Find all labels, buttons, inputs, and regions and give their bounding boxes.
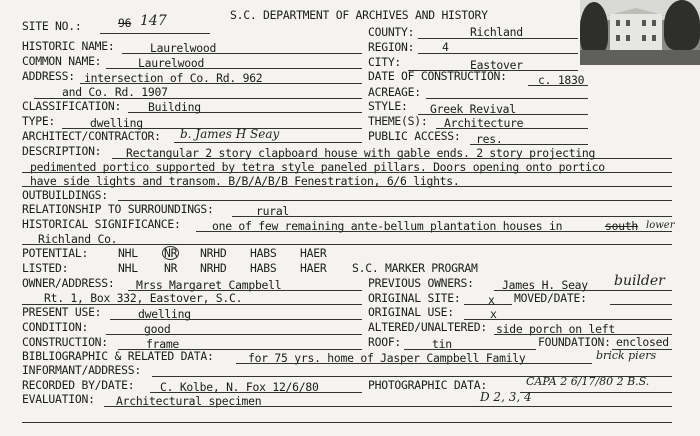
common-name-label: COMMON NAME:	[22, 54, 102, 68]
construction-value: frame	[146, 337, 180, 351]
potential-nhl: NHL	[118, 246, 138, 260]
potential-label: POTENTIAL:	[22, 246, 89, 260]
description-line-2: pedimented portico supported by tetra style paneled pillars. Doors opening onto portico	[30, 160, 605, 174]
original-use-value: x	[490, 307, 497, 321]
site-no-label: SITE NO.:	[22, 19, 82, 33]
site-no-value: 147	[140, 13, 167, 29]
listed-label: LISTED:	[22, 261, 69, 275]
historic-name-value: Laurelwood	[150, 41, 217, 55]
marker-program: S.C. MARKER PROGRAM	[352, 261, 478, 275]
style-value: Greek Revival	[430, 102, 516, 116]
address-label: ADDRESS:	[22, 69, 75, 83]
photographic-handwritten-2: D 2, 3, 4	[480, 390, 532, 404]
prev-owners-handwritten: builder	[614, 273, 665, 289]
type-label: TYPE:	[22, 114, 56, 128]
architect-value: b. James H Seay	[180, 127, 280, 141]
historic-name-label: HISTORIC NAME:	[22, 39, 115, 53]
bibliographic-value: for 75 yrs. home of Jasper Campbell Family	[248, 351, 526, 365]
listed-habs: HABS	[250, 261, 277, 275]
evaluation-label: EVALUATION:	[22, 392, 95, 406]
description-line-1: Rectangular 2 story clapboard house with gable ends. 2 story projecting	[126, 146, 596, 160]
public-access-value: res.	[476, 132, 503, 146]
prev-owners-value: James H. Seay	[502, 278, 588, 292]
owner-label: OWNER/ADDRESS:	[22, 276, 115, 290]
theme-label: THEME(S):	[368, 114, 428, 128]
recorded-label: RECORDED BY/DATE:	[22, 378, 135, 392]
potential-habs: HABS	[250, 246, 277, 260]
date-value: c. 1830	[538, 73, 585, 87]
original-use-label: ORIGINAL USE:	[368, 305, 454, 319]
classification-value: Building	[148, 100, 201, 114]
potential-nr-circled: NR	[164, 246, 178, 260]
style-label: STYLE:	[368, 99, 408, 113]
address-line-1: intersection of Co. Rd. 962	[84, 71, 263, 85]
site-no-struck: 96	[118, 16, 132, 30]
listed-haer: HAER	[300, 261, 327, 275]
classification-label: CLASSIFICATION:	[22, 99, 122, 113]
significance-handwritten: lower	[646, 220, 675, 231]
present-use-value: dwelling	[138, 307, 191, 321]
house-photo	[580, 0, 700, 65]
original-site-value: x	[488, 293, 495, 307]
roof-value: tin	[432, 337, 452, 351]
photographic-label: PHOTOGRAPHIC DATA:	[368, 378, 487, 392]
condition-label: CONDITION:	[22, 320, 89, 334]
informant-label: INFORMANT/ADDRESS:	[22, 363, 141, 377]
owner-line-2: Rt. 1, Box 332, Eastover, S.C.	[44, 291, 243, 305]
description-line-3: have side lights and transom. B/B/A/B/B Fenestration, 6/6 lights.	[30, 174, 460, 188]
county-value: Richland	[470, 25, 523, 39]
condition-value: good	[144, 322, 171, 336]
outbuildings-label: OUTBUILDINGS:	[22, 188, 108, 202]
roof-label: ROOF:	[368, 335, 402, 349]
date-label: DATE OF CONSTRUCTION:	[368, 69, 507, 83]
potential-nrhd: NRHD	[200, 246, 227, 260]
county-label: COUNTY:	[368, 25, 415, 39]
foundation-value: enclosed	[616, 335, 669, 349]
architect-label: ARCHITECT/CONTRACTOR:	[22, 129, 161, 143]
significance-struck: south	[605, 219, 639, 233]
foundation-handwritten: brick piers	[596, 349, 657, 362]
moved-date-label: MOVED/DATE:	[514, 291, 587, 305]
owner-line-1: Mrss Margaret Campbell	[136, 278, 282, 292]
construction-label: CONSTRUCTION:	[22, 335, 108, 349]
altered-value: side porch on left	[496, 322, 615, 336]
acreage-label: ACREAGE:	[368, 85, 421, 99]
common-name-value: Laurelwood	[138, 56, 205, 70]
bibliographic-label: BIBLIOGRAPHIC & RELATED DATA:	[22, 349, 214, 363]
original-site-label: ORIGINAL SITE:	[368, 291, 461, 305]
potential-haer: HAER	[300, 246, 327, 260]
photographic-handwritten-1: CAPA 2 6/17/80 2 B.S.	[526, 375, 650, 388]
listed-nhl: NHL	[118, 261, 138, 275]
foundation-label: FOUNDATION:	[538, 335, 611, 349]
present-use-label: PRESENT USE:	[22, 305, 102, 319]
recorded-value: C. Kolbe, N. Fox 12/6/80	[160, 380, 319, 394]
public-access-label: PUBLIC ACCESS:	[368, 129, 461, 143]
altered-label: ALTERED/UNALTERED:	[368, 320, 487, 334]
listed-nrhd: NRHD	[200, 261, 227, 275]
city-value: Eastover	[470, 58, 523, 72]
description-label: DESCRIPTION:	[22, 144, 102, 158]
agency-title: S.C. DEPARTMENT OF ARCHIVES AND HISTORY	[230, 8, 488, 22]
relationship-value: rural	[256, 204, 290, 218]
city-label: CITY:	[368, 55, 402, 69]
significance-label: HISTORICAL SIGNIFICANCE:	[22, 217, 181, 231]
significance-line-1: one of few remaining ante-bellum plantation houses in	[212, 219, 563, 233]
theme-value: Architecture	[444, 116, 524, 130]
region-label: REGION:	[368, 40, 415, 54]
prev-owners-label: PREVIOUS OWNERS:	[368, 276, 474, 290]
address-line-2: and Co. Rd. 1907	[62, 85, 168, 99]
region-value: 4	[442, 40, 449, 54]
type-value: dwelling	[90, 116, 143, 130]
evaluation-value: Architectural specimen	[116, 394, 262, 408]
significance-line-2: Richland Co.	[38, 232, 118, 246]
relationship-label: RELATIONSHIP TO SURROUNDINGS:	[22, 202, 214, 216]
listed-nr: NR	[164, 261, 178, 275]
